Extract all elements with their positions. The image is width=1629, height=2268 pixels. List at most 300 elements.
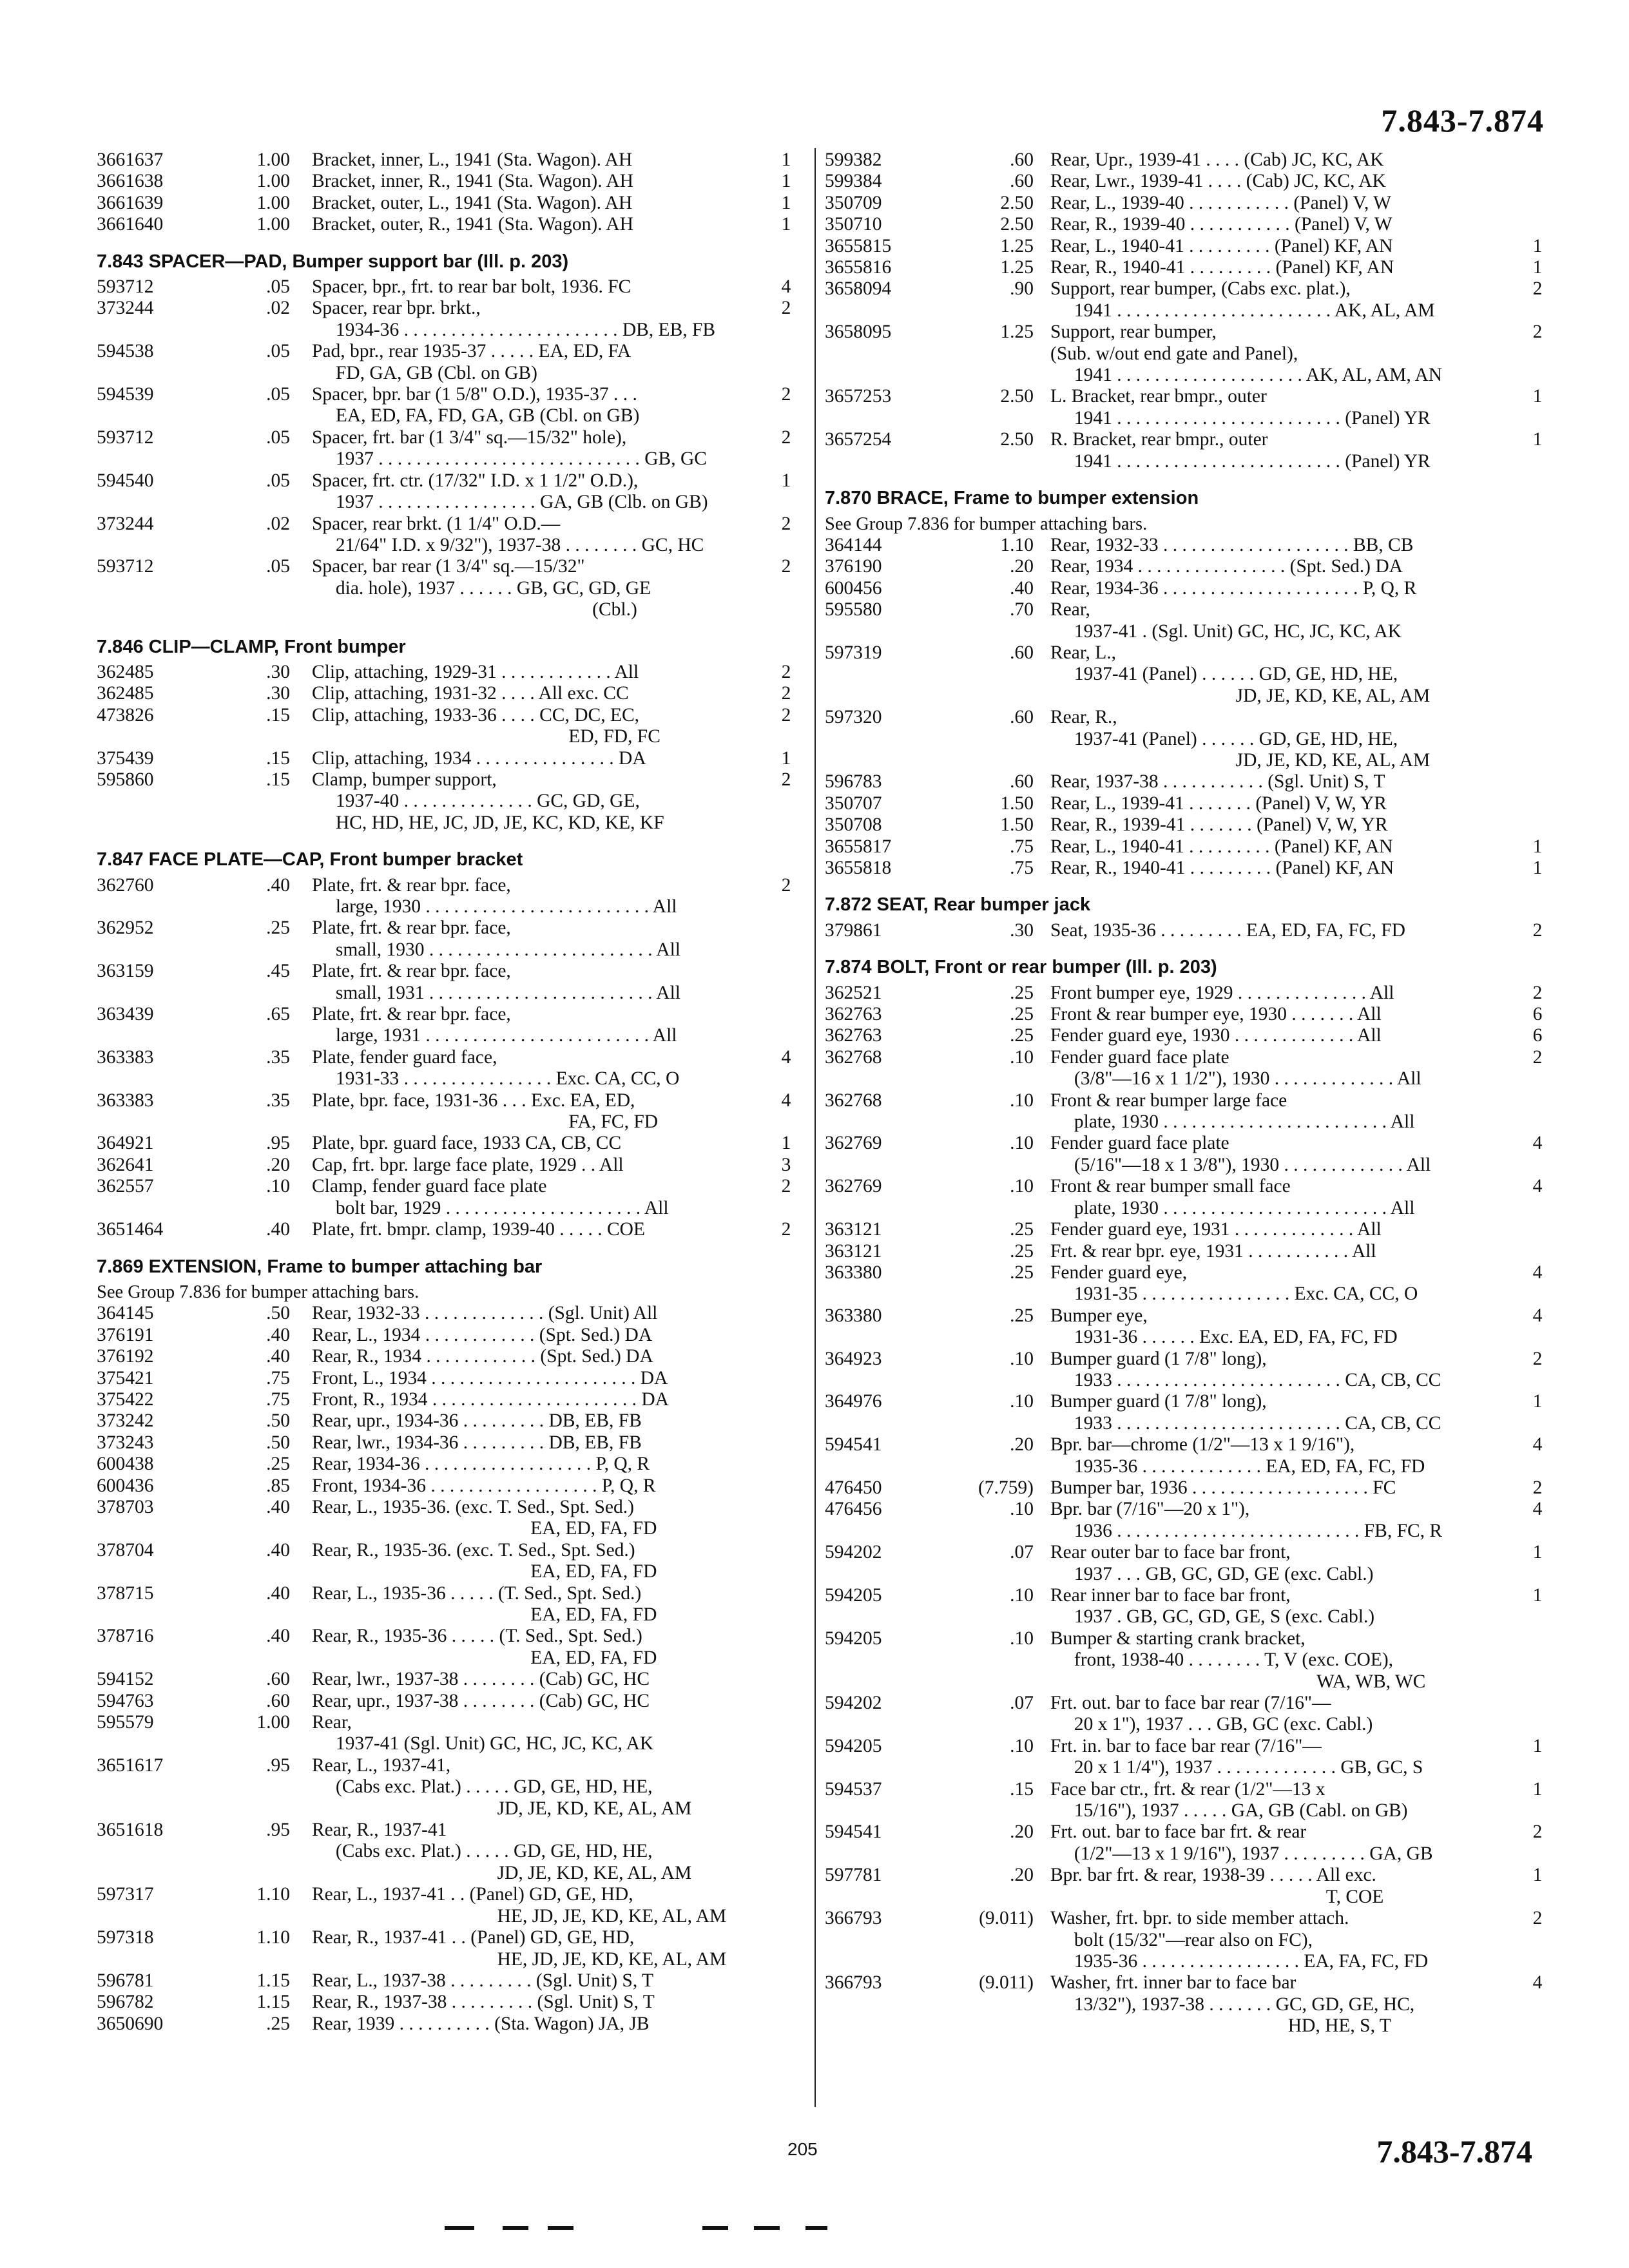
parts-row xyxy=(97,149,851,171)
part-quantity: 4 xyxy=(1532,1434,1543,1456)
part-description: Rear, L., 1935-36 . . . . . (T. Sed., Spt. Sed.) EA, ED, FA, FD xyxy=(312,1582,657,1625)
part-number: 362768 xyxy=(825,1090,882,1111)
parts-row xyxy=(97,298,851,341)
part-price: .10 xyxy=(266,1176,290,1197)
parts-row xyxy=(825,1262,1553,1305)
part-description: Washer, frt. inner bar to face bar 13/32"), 1937-38 . . . . . . . GC, GD, GE, HC, HD, HE, S, T xyxy=(1050,1972,1415,2037)
part-quantity: 1 xyxy=(781,470,791,491)
part-number: 364923 xyxy=(825,1348,882,1369)
part-number: 362557 xyxy=(97,1176,154,1197)
part-description: Rear, L., 1940-41 . . . . . . . . . (Panel) KF, AN xyxy=(1050,836,1393,857)
part-number: 476450 xyxy=(825,1477,882,1498)
part-number: 375422 xyxy=(97,1389,154,1410)
parts-row xyxy=(825,983,1553,1004)
part-price: .25 xyxy=(1010,1025,1034,1046)
part-quantity: 2 xyxy=(781,661,791,682)
parts-row xyxy=(825,1176,1553,1219)
part-quantity: 1 xyxy=(1532,1865,1543,1886)
part-description: Rear, Upr., 1939-41 . . . . (Cab) JC, KC, AK xyxy=(1050,149,1384,170)
parts-row xyxy=(825,642,1553,707)
part-quantity: 2 xyxy=(1532,1046,1543,1068)
part-description: Bpr. bar—chrome (1/2"—13 x 1 9/16"), 1935-36 . . . . . . . . . . . . . EA, ED, FA, FC, FD xyxy=(1050,1434,1425,1477)
part-description: Fender guard eye, 1930 . . . . . . . . . . . . . All xyxy=(1050,1025,1382,1046)
parts-row xyxy=(825,214,1553,235)
part-description: Rear, R., 1939-41 . . . . . . . (Panel) V, W, YR xyxy=(1050,814,1388,836)
parts-row xyxy=(97,1368,851,1389)
part-description: Clamp, fender guard face plate bolt bar, 1929 . . . . . . . . . . . . . . . . . . . . . All xyxy=(312,1176,669,1218)
part-number: 3651617 xyxy=(97,1754,164,1776)
part-number: 373242 xyxy=(97,1410,154,1432)
parts-row xyxy=(97,2013,851,2035)
parts-row xyxy=(97,1927,851,1970)
part-price: .60 xyxy=(1010,707,1034,728)
part-description: Rear, 1937-41 . (Sgl. Unit) GC, HC, JC, KC, AK xyxy=(1050,599,1402,642)
part-quantity: 1 xyxy=(1532,257,1543,278)
part-description: Bracket, outer, L., 1941 (Sta. Wagon). AH xyxy=(312,192,633,213)
parts-row xyxy=(825,278,1553,322)
parts-row xyxy=(97,1346,851,1367)
part-description: Rear, L., 1939-41 . . . . . . . (Panel) V, W, YR xyxy=(1050,793,1387,814)
part-description: Rear, L., 1937-38 . . . . . . . . . (Sgl. Unit) S, T xyxy=(312,1970,654,1991)
part-number: 362760 xyxy=(97,874,154,896)
scan-mark xyxy=(702,2226,728,2230)
part-price: .10 xyxy=(1010,1585,1034,1606)
part-description: Plate, frt. & rear bpr. face, small, 1930 . . . . . . . . . . . . . . . . . . . . . . . . All xyxy=(312,918,680,960)
parts-row xyxy=(825,814,1553,836)
parts-row xyxy=(97,1669,851,1690)
parts-row xyxy=(825,1434,1553,1477)
part-number: 366793 xyxy=(825,1908,882,1929)
part-number: 378716 xyxy=(97,1626,154,1647)
part-quantity: 4 xyxy=(1532,1262,1543,1283)
part-description: Rear, upr., 1934-36 . . . . . . . . . DB, EB, FB xyxy=(312,1410,642,1432)
parts-row xyxy=(825,1865,1553,1908)
part-description: Front bumper eye, 1929 . . . . . . . . . . . . . . All xyxy=(1050,982,1394,1003)
part-quantity: 2 xyxy=(1532,1821,1543,1843)
part-price: 2.50 xyxy=(1000,429,1034,450)
part-number: 362763 xyxy=(825,1025,882,1046)
parts-row xyxy=(97,1004,851,1047)
part-price: .20 xyxy=(1010,1434,1034,1456)
part-number: 373244 xyxy=(97,513,154,534)
part-quantity: 2 xyxy=(781,298,791,319)
part-number: 362769 xyxy=(825,1176,882,1197)
part-price: .25 xyxy=(1010,1004,1034,1025)
parts-row xyxy=(825,1477,1553,1499)
parts-row xyxy=(97,918,851,961)
parts-row xyxy=(97,662,851,683)
part-description: Rear, 1934 . . . . . . . . . . . . . . . . (Spt. Sed.) DA xyxy=(1050,556,1403,577)
part-number: 363159 xyxy=(97,961,154,982)
part-price: 1.00 xyxy=(256,171,290,192)
parts-row xyxy=(97,1219,851,1240)
part-description: Clamp, bumper support, 1937-40 . . . . . . . . . . . . . . GC, GD, GE, HC, HD, HE, JC, JD, JE, KC, KD, KE, KF xyxy=(312,769,664,833)
part-number: 3655816 xyxy=(825,257,892,278)
part-price: .65 xyxy=(266,1004,290,1025)
part-price: .02 xyxy=(266,513,290,534)
part-quantity: 2 xyxy=(781,556,791,577)
part-number: 364144 xyxy=(825,534,882,555)
part-price: .60 xyxy=(1010,771,1034,793)
parts-row xyxy=(97,769,851,834)
part-description: Frt. & rear bpr. eye, 1931 . . . . . . . . . . . All xyxy=(1050,1240,1376,1262)
part-price: .60 xyxy=(1010,171,1034,192)
part-number: 594205 xyxy=(825,1585,882,1606)
part-quantity: 2 xyxy=(1532,278,1543,300)
parts-row xyxy=(825,1219,1553,1240)
parts-row xyxy=(97,1626,851,1669)
part-price: .25 xyxy=(1010,1240,1034,1262)
part-number: 594541 xyxy=(825,1434,882,1456)
part-quantity: 1 xyxy=(1532,1735,1543,1756)
part-description: Rear, R., 1940-41 . . . . . . . . . (Panel) KF, AN xyxy=(1050,858,1394,878)
part-description: Rear, R., 1940-41 . . . . . . . . . (Panel) KF, AN xyxy=(1050,257,1394,278)
part-price: (9.011) xyxy=(979,1908,1034,1929)
part-quantity: 2 xyxy=(781,384,791,405)
part-number: 596783 xyxy=(825,771,882,793)
part-number: 597318 xyxy=(97,1927,154,1948)
parts-row xyxy=(97,171,851,192)
part-number: 597320 xyxy=(825,707,882,728)
part-number: 593712 xyxy=(97,427,154,448)
part-description: Spacer, rear bpr. brkt., 1934-36 . . . . . . . . . . . . . . . . . . . . . . . DB, EB, FB xyxy=(312,298,716,340)
part-price: 1.15 xyxy=(256,1992,290,2013)
part-description: L. Bracket, rear bmpr., outer 1941 . . . . . . . . . . . . . . . . . . . . . . . . (Panel) YR xyxy=(1050,386,1431,428)
part-number: 362641 xyxy=(97,1154,154,1175)
part-price: .25 xyxy=(1010,1219,1034,1240)
part-quantity: 1 xyxy=(781,171,791,192)
part-number: 600436 xyxy=(97,1475,154,1496)
part-description: Rear, R., 1937-41 (Panel) . . . . . . GD, GE, HD, HE, JD, JE, KD, KE, AL, AM xyxy=(1050,707,1431,771)
parts-row xyxy=(97,1389,851,1410)
part-quantity: 4 xyxy=(781,1090,791,1111)
part-number: 362485 xyxy=(97,661,154,682)
parts-row xyxy=(97,1047,851,1090)
part-price: .05 xyxy=(266,470,290,491)
part-quantity: 2 xyxy=(1532,1908,1543,1929)
parts-row xyxy=(825,771,1553,793)
part-price: .15 xyxy=(266,704,290,726)
part-description: Face bar ctr., frt. & rear (1/2"—13 x 15/16"), 1937 . . . . . GA, GB (Cabl. on GB) xyxy=(1050,1778,1408,1821)
section-heading: 7.872 SEAT, Rear bumper jack xyxy=(825,894,1091,916)
part-price: 1.00 xyxy=(256,214,290,235)
part-price: .05 xyxy=(266,427,290,448)
part-quantity: 1 xyxy=(1532,429,1543,450)
parts-row xyxy=(825,1004,1553,1025)
part-quantity: 2 xyxy=(781,1219,791,1240)
part-number: 473826 xyxy=(97,704,154,726)
part-number: 376190 xyxy=(825,556,882,577)
parts-row xyxy=(825,578,1553,599)
part-number: 476456 xyxy=(825,1499,882,1520)
part-description: Bumper bar, 1936 . . . . . . . . . . . . . . . . . . . FC xyxy=(1050,1477,1396,1498)
part-description: Rear, R., 1937-41 (Cabs exc. Plat.) . . . . . GD, GE, HD, HE, JD, JE, KD, KE, AL, AM xyxy=(312,1820,692,1883)
footer-range: 7.843-7.874 xyxy=(1376,2133,1532,2169)
part-price: .10 xyxy=(1010,1176,1034,1197)
part-quantity: 2 xyxy=(781,874,791,896)
part-price: .02 xyxy=(266,298,290,319)
part-number: 597317 xyxy=(97,1884,154,1905)
part-number: 363380 xyxy=(825,1305,882,1326)
part-number: 363439 xyxy=(97,1004,154,1025)
part-quantity: 4 xyxy=(1532,1133,1543,1154)
part-number: 364145 xyxy=(97,1303,154,1324)
part-quantity: 1 xyxy=(1532,235,1543,256)
part-description: Rear, L., 1935-36. (exc. T. Sed., Spt. Sed.) EA, ED, FA, FD xyxy=(312,1496,657,1539)
parts-row xyxy=(97,470,851,514)
parts-row xyxy=(825,193,1553,214)
part-quantity: 1 xyxy=(1532,1391,1543,1412)
part-description: Plate, frt. & rear bpr. face, large, 1930 . . . . . . . . . . . . . . . . . . . . . . . . All xyxy=(312,874,677,917)
part-price: .30 xyxy=(266,683,290,704)
part-price: 1.00 xyxy=(256,192,290,213)
part-number: 600438 xyxy=(97,1454,154,1475)
right-column xyxy=(825,149,1553,2037)
parts-row xyxy=(97,214,851,235)
part-price: .20 xyxy=(1010,556,1034,577)
part-number: 3661637 xyxy=(97,149,164,170)
part-price: 1.25 xyxy=(1000,235,1034,256)
part-price: .05 xyxy=(266,384,290,405)
parts-row xyxy=(825,1736,1553,1779)
part-price: 1.00 xyxy=(256,1712,290,1733)
section-heading: 7.870 BRACE, Frame to bumper extension xyxy=(825,488,1199,509)
part-price: .40 xyxy=(266,1219,290,1240)
part-description: Cap, frt. bpr. large face plate, 1929 . . All xyxy=(312,1154,624,1175)
part-description: Plate, bpr. face, 1931-36 . . . Exc. EA, ED, FA, FC, FD xyxy=(312,1090,659,1133)
part-number: 3658094 xyxy=(825,278,892,300)
part-description: Washer, frt. bpr. to side member attach. bolt (15/32"—rear also on FC), 1935-36 . . . . . . . . . . . . . . . . . EA, FA, FC, FD xyxy=(1050,1908,1429,1972)
part-price: .10 xyxy=(1010,1391,1034,1412)
part-description: Rear, L., 1937-41 (Panel) . . . . . . GD, GE, HD, HE, JD, JE, KD, KE, AL, AM xyxy=(1050,642,1431,706)
part-price: .15 xyxy=(266,769,290,790)
part-price: .05 xyxy=(266,556,290,577)
part-number: 362485 xyxy=(97,683,154,704)
parts-row xyxy=(97,1454,851,1475)
parts-row xyxy=(825,1499,1553,1542)
parts-row xyxy=(97,1303,851,1324)
part-number: 595580 xyxy=(825,599,882,620)
part-price: .75 xyxy=(266,1367,290,1389)
parts-row xyxy=(97,1410,851,1432)
part-quantity: 1 xyxy=(1532,1778,1543,1800)
part-description: Rear, 1934-36 . . . . . . . . . . . . . . . . . . P, Q, R xyxy=(312,1454,650,1475)
part-description: Bracket, inner, L., 1941 (Sta. Wagon). AH xyxy=(312,149,633,170)
part-quantity: 2 xyxy=(781,427,791,448)
part-quantity: 2 xyxy=(781,769,791,790)
part-description: Rear outer bar to face bar front, 1937 . . . GB, GC, GD, GE (exc. Cabl.) xyxy=(1050,1542,1374,1584)
part-quantity: 4 xyxy=(781,1046,791,1068)
part-quantity: 1 xyxy=(781,149,791,170)
part-price: .35 xyxy=(266,1090,290,1111)
part-description: Bumper eye, 1931-36 . . . . . . Exc. EA, ED, FA, FC, FD xyxy=(1050,1305,1398,1348)
parts-row xyxy=(97,1432,851,1454)
scan-mark xyxy=(445,2226,474,2230)
part-description: Front & rear bumper eye, 1930 . . . . . . . All xyxy=(1050,1004,1382,1025)
section-note: See Group 7.836 for bumper attaching bars. xyxy=(825,514,1148,534)
part-quantity: 1 xyxy=(1532,1585,1543,1606)
part-number: 3650690 xyxy=(97,2013,164,2034)
part-quantity: 1 xyxy=(781,192,791,213)
part-description: Bpr. bar frt. & rear, 1938-39 . . . . . All exc. T, COE xyxy=(1050,1865,1384,1907)
part-quantity: 1 xyxy=(781,1133,791,1154)
parts-row xyxy=(825,236,1553,257)
parts-row xyxy=(825,1908,1553,1972)
part-price: (9.011) xyxy=(979,1972,1034,1994)
part-quantity: 4 xyxy=(781,276,791,298)
part-description: Bracket, inner, R., 1941 (Sta. Wagon). AH xyxy=(312,171,633,192)
part-number: 594205 xyxy=(825,1628,882,1649)
part-number: 376191 xyxy=(97,1324,154,1345)
part-price: .50 xyxy=(266,1410,290,1432)
part-number: 350710 xyxy=(825,214,882,235)
parts-row xyxy=(97,1712,851,1755)
parts-row xyxy=(825,257,1553,278)
part-price: .07 xyxy=(1010,1693,1034,1714)
part-number: 3651618 xyxy=(97,1820,164,1841)
parts-row xyxy=(825,1391,1553,1434)
part-description: Plate, frt. & rear bpr. face, large, 1931 . . . . . . . . . . . . . . . . . . . . . . . . All xyxy=(312,1004,677,1046)
part-quantity: 2 xyxy=(781,1176,791,1197)
parts-row xyxy=(825,429,1553,472)
part-price: .60 xyxy=(1010,642,1034,663)
parts-row xyxy=(97,193,851,214)
part-price: .07 xyxy=(1010,1542,1034,1563)
part-quantity: 6 xyxy=(1532,1025,1543,1046)
part-number: 593712 xyxy=(97,276,154,298)
part-price: .10 xyxy=(1010,1628,1034,1649)
parts-row xyxy=(97,705,851,748)
part-description: Rear, R., 1937-41 . . (Panel) GD, GE, HD, HE, JD, JE, KD, KE, AL, AM xyxy=(312,1927,727,1970)
part-number: 364921 xyxy=(97,1133,154,1154)
part-price: .05 xyxy=(266,276,290,298)
part-number: 3655817 xyxy=(825,836,892,857)
part-description: Rear, 1937-38 . . . . . . . . . . . (Sgl. Unit) S, T xyxy=(1050,771,1385,793)
part-price: .60 xyxy=(266,1669,290,1690)
part-description: Rear, R., 1939-40 . . . . . . . . . . . (Panel) V, W xyxy=(1050,214,1393,235)
part-price: .25 xyxy=(1010,982,1034,1003)
part-description: Plate, bpr. guard face, 1933 CA, CB, CC xyxy=(312,1133,622,1154)
part-quantity: 4 xyxy=(1532,1972,1543,1994)
section-heading: 7.869 EXTENSION, Frame to bumper attaching bar xyxy=(97,1256,543,1277)
part-price: .30 xyxy=(1010,919,1034,941)
part-price: .85 xyxy=(266,1475,290,1496)
part-price: 1.50 xyxy=(1000,793,1034,814)
part-price: .25 xyxy=(1010,1262,1034,1283)
part-price: .15 xyxy=(266,747,290,769)
parts-row xyxy=(97,1475,851,1497)
part-price: 1.25 xyxy=(1000,257,1034,278)
part-price: 1.10 xyxy=(256,1927,290,1948)
parts-row xyxy=(97,556,851,620)
parts-row xyxy=(825,1585,1553,1628)
part-number: 350708 xyxy=(825,814,882,836)
part-number: 3657253 xyxy=(825,386,892,407)
part-description: Rear, 1939 . . . . . . . . . . (Sta. Wagon) JA, JB xyxy=(312,2013,650,2034)
parts-row xyxy=(825,1305,1553,1349)
part-description: Bumper guard (1 7/8" long), 1933 . . . . . . . . . . . . . . . . . . . . . . . . CA, CB, CC xyxy=(1050,1391,1441,1434)
part-description: Rear, upr., 1937-38 . . . . . . . . (Cab) GC, HC xyxy=(312,1690,650,1711)
part-quantity: 6 xyxy=(1532,1004,1543,1025)
part-number: 594539 xyxy=(97,384,154,405)
section-heading: 7.846 CLIP—CLAMP, Front bumper xyxy=(97,636,406,657)
part-description: Rear, Lwr., 1939-41 . . . . (Cab) JC, KC, AK xyxy=(1050,171,1386,192)
part-number: 594538 xyxy=(97,341,154,362)
part-number: 3661640 xyxy=(97,214,164,235)
part-number: 599384 xyxy=(825,171,882,192)
part-description: Seat, 1935-36 . . . . . . . . . EA, ED, FA, FC, FD xyxy=(1050,919,1405,941)
part-quantity: 2 xyxy=(781,704,791,726)
part-number: 3651464 xyxy=(97,1219,164,1240)
parts-row xyxy=(97,1540,851,1583)
part-price: .10 xyxy=(1010,1348,1034,1369)
parts-row xyxy=(97,1583,851,1626)
part-price: 2.50 xyxy=(1000,214,1034,235)
part-description: Frt. out. bar to face bar frt. & rear (1/2"—13 x 1 9/16"), 1937 . . . . . . . . . GA, GB xyxy=(1050,1821,1433,1864)
part-price: .40 xyxy=(266,1626,290,1647)
part-price: .50 xyxy=(266,1432,290,1453)
part-number: 3657254 xyxy=(825,429,892,450)
parts-row xyxy=(97,384,851,427)
parts-row xyxy=(97,514,851,557)
parts-row xyxy=(97,683,851,704)
part-number: 3655815 xyxy=(825,235,892,256)
part-price: 1.15 xyxy=(256,1970,290,1991)
part-description: Spacer, bpr. bar (1 5/8" O.D.), 1935-37 . . . EA, ED, FA, FD, GA, GB (Cbl. on GB) xyxy=(312,384,640,427)
part-number: 595579 xyxy=(97,1712,154,1733)
page-number: 205 xyxy=(787,2139,818,2159)
part-price: .10 xyxy=(1010,1735,1034,1756)
section-heading: 7.874 BOLT, Front or rear bumper (Ill. p. 203) xyxy=(825,957,1217,978)
part-description: Rear, 1937-41 (Sgl. Unit) GC, HC, JC, KC, AK xyxy=(312,1712,654,1754)
part-number: 594152 xyxy=(97,1669,154,1690)
part-price: .20 xyxy=(1010,1821,1034,1843)
part-description: Rear, L., 1940-41 . . . . . . . . . (Panel) KF, AN xyxy=(1050,235,1393,256)
part-description: Rear, L., 1937-41, (Cabs exc. Plat.) . . . . . GD, GE, HD, HE, JD, JE, KD, KE, AL, AM xyxy=(312,1754,692,1819)
part-number: 597781 xyxy=(825,1865,882,1886)
part-description: Front & rear bumper large face plate, 1930 . . . . . . . . . . . . . . . . . . . . . . . . All xyxy=(1050,1090,1415,1133)
part-description: Clip, attaching, 1933-36 . . . . CC, DC, EC, ED, FD, FC xyxy=(312,704,660,747)
part-price: .70 xyxy=(1010,599,1034,620)
part-number: 363121 xyxy=(825,1219,882,1240)
part-price: .25 xyxy=(266,918,290,939)
part-description: Rear, L., 1939-40 . . . . . . . . . . . (Panel) V, W xyxy=(1050,192,1391,213)
part-price: (7.759) xyxy=(978,1477,1034,1498)
part-number: 593712 xyxy=(97,556,154,577)
part-quantity: 1 xyxy=(1532,386,1543,407)
part-description: Rear, lwr., 1937-38 . . . . . . . . (Cab) GC, HC xyxy=(312,1669,650,1690)
part-price: .30 xyxy=(266,661,290,682)
part-description: Clip, attaching, 1934 . . . . . . . . . . . . . . . DA xyxy=(312,747,646,769)
parts-row xyxy=(97,1133,851,1154)
part-description: Rear, lwr., 1934-36 . . . . . . . . . DB, EB, FB xyxy=(312,1432,642,1453)
part-price: .40 xyxy=(266,1496,290,1517)
part-number: 594202 xyxy=(825,1693,882,1714)
part-price: 1.10 xyxy=(1000,534,1034,555)
part-number: 378704 xyxy=(97,1539,154,1561)
parts-row xyxy=(825,556,1553,577)
part-number: 362952 xyxy=(97,918,154,939)
parts-row xyxy=(97,1970,851,1992)
parts-row xyxy=(825,149,1553,171)
part-number: 375421 xyxy=(97,1367,154,1389)
part-quantity: 2 xyxy=(781,683,791,704)
part-description: Clip, attaching, 1929-31 . . . . . . . . . . . . All xyxy=(312,661,639,682)
parts-row xyxy=(97,1691,851,1712)
part-number: 594202 xyxy=(825,1542,882,1563)
part-price: .75 xyxy=(1010,858,1034,878)
part-description: Rear, R., 1934 . . . . . . . . . . . . (Spt. Sed.) DA xyxy=(312,1346,653,1367)
